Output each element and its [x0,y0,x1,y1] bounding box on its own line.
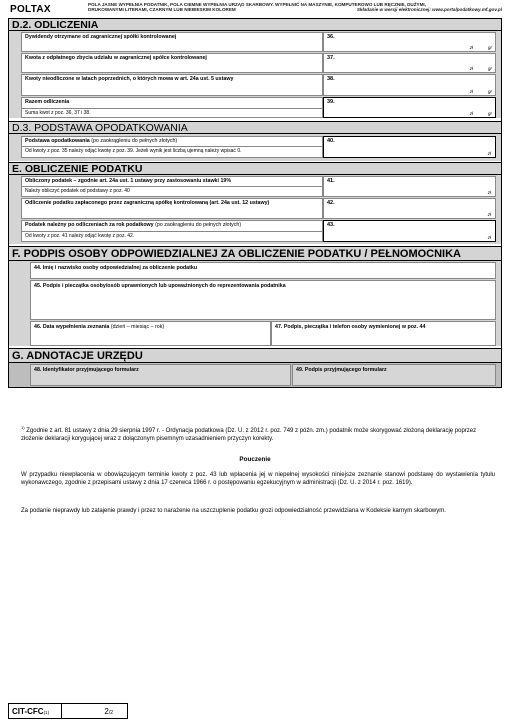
field-pos-46[interactable] [30,321,271,346]
zloty-unit: zł [487,190,491,195]
pouczenie-paragraph-2: Za podanie nieprawdy lub zatajenie prawdy i przez to narażenie na uszczuplenie podatku grozi odpowiedzialność przewidziana w Kodeksie karnym skarbowym. [21,508,446,514]
label-pos-36: Dywidendy otrzymane od zagranicznej spółki kontrolowanej [21,32,323,52]
zloty-unit: zł [487,151,491,156]
label-pos-40-bold: Podstawa opodatkowania [25,138,90,144]
field-pos-39[interactable] [323,97,496,118]
footnote-text: Zgodnie z art. 81 ustawy z dnia 29 sierpnia 1997 r. - Ordynacja podatkowa (Dz. U. z 2012 r. poz. 749 z późn. zm.) podatnik może skorygować złożoną deklarację poprzez złożenie deklaracji korygującej wraz z dołączonym pisemnym uzasadnieniem przyczyn korekty. [21,428,477,442]
zloty-unit: zł [469,89,473,94]
field-pos-42[interactable] [323,198,496,219]
note-pos-40: Od kwoty z poz. 35 należy odjąć kwotę z poz. 39. Jeżeli wynik jest liczbą ujemną należy wpisać 0. [21,147,323,158]
label-pos-48: 48. Identyfikator przyjmującego formularz [34,367,139,373]
field-number: 40. [327,138,335,144]
section-g-title: G. ADNOTACJE URZĘDU [9,348,501,363]
zloty-unit: zł [469,66,473,71]
field-pos-38[interactable] [323,74,496,96]
grosz-unit: gr [487,111,492,116]
pouczenie-title: Pouczenie [239,456,271,463]
field-number: 39. [327,99,335,105]
zloty-unit: zł [469,45,473,50]
label-pos-45: 45. Podpis i pieczątka osoby/osób uprawnionych lub upoważnionych do reprezentowania podatnika [34,283,286,289]
electronic-version-note: Składanie w wersji elektronicznej: www.portalpodatkowy.mf.gov.pl [356,7,502,13]
label-pos-46-rest: (dzień – miesiąc – rok) [109,324,165,330]
note-pos-43: Od kwoty z poz. 41 należy odjąć kwotę z poz. 42. [21,232,323,242]
grosz-unit: gr [487,45,492,50]
grosz-unit: gr [487,66,492,71]
label-pos-43-rest: (po zaokrągleniu do pełnych złotych) [153,222,242,228]
brand-label: POLTAX [10,4,51,15]
section-e-title: E. OBLICZENIE PODATKU [9,162,501,175]
instruction-line-2: DRUKOWANYMI LITERAMI, CZARNYM LUB NIEBIESKIM KOLOREM [88,7,236,13]
footnote [21,424,495,443]
page-total: /2 [108,710,113,716]
field-number: 43. [327,222,335,228]
zloty-unit: zł [469,111,473,116]
pouczenie-paragraph-1: W przypadku niewpłacenia w obowiązującym terminie kwoty z poz. 43 lub wpłacenia jej w niepełnej wysokości niniejsze zeznanie stanowi podstawę do wystawienia tytułu wykonawczego, zgodnie z przepisami ustawy z dnia 17 czerwca 1966 r. o postępowaniu egzekucyjnym w administracji (Dz. U. z 2014 r. poz. 1619). [21,472,495,487]
label-pos-39: Razem odliczenia [21,97,323,109]
label-pos-40-rest: (po zaokrągleniu do pełnych złotych) [89,138,178,144]
grosz-unit: gr [487,89,492,94]
field-pos-48 [30,364,291,386]
page-current: 2 [104,707,109,716]
label-pos-46-bold: 46. Data wypełnienia zeznania [34,324,110,330]
instruction-note [88,2,502,13]
field-pos-49 [292,364,496,386]
label-pos-37: Kwota z odpłatnego zbycia udziału w zagranicznej spółce kontrolowanej [21,53,323,73]
form-code-text: CIT-CFC [12,707,44,716]
field-pos-37[interactable] [323,53,496,73]
page-number [62,703,128,719]
section-f-title: F. PODPIS OSOBY ODPOWIEDZIALNEJ ZA OBLICZENIE PODATKU / PEŁNOMOCNIKA [9,246,501,261]
field-pos-41[interactable] [323,176,496,197]
field-number: 38. [327,76,335,82]
form-version: (1) [43,710,50,715]
label-pos-49: 49. Podpis przyjmującego formularz [296,367,387,373]
note-pos-41: Należy obliczyć podatek od podstawy z poz. 40 [21,187,323,197]
field-number: 42. [327,200,335,206]
label-pos-40 [21,136,323,147]
field-pos-36[interactable] [323,32,496,52]
zloty-unit: zł [487,235,491,240]
field-pos-40[interactable] [323,136,496,158]
field-number: 36. [327,34,335,40]
label-pos-38: Kwoty nieodliczone w latach poprzednich, o których mowa w art. 24a ust. 5 ustawy [21,74,323,96]
field-number: 37. [327,55,335,61]
field-pos-47[interactable] [271,321,496,346]
instruction-line-1: POLA JASNE WYPEŁNIA PODATNIK, POLA CIEMNE WYPEŁNIA URZĄD SKARBOWY. WYPEŁNIĆ NA MASZYNIE, KOMPUTEROWO LUB RĘCZNIE, DUŻYMI, [88,2,426,7]
field-number: 41. [327,178,335,184]
field-pos-43[interactable] [323,220,496,242]
field-pos-45[interactable] [30,280,496,320]
label-pos-47: 47. Podpis, pieczątka i telefon osoby wymienionej w poz. 44 [275,324,426,330]
form-code [8,703,62,719]
label-pos-41: Obliczony podatek – zgodnie art. 24a ust. 1 ustawy przy zastosowaniu stawki 19% [21,176,323,187]
field-pos-44[interactable] [30,262,496,279]
section-d3-title: D.3. PODSTAWA OPODATKOWANIA [9,121,501,134]
label-pos-42: Odliczenie podatku zapłaconego przez zagraniczną spółkę kontrolowaną (art. 24a ust. 12 ustawy) [21,198,323,219]
zloty-unit: zł [487,212,491,217]
label-pos-43-bold: Podatek należny po odliczeniach za rok podatkowy [25,222,154,228]
label-pos-44: 44. Imię i nazwisko osoby odpowiedzialnej za obliczenie podatku [34,265,198,271]
note-pos-39: Suma kwot z poz. 36, 37 i 38. [21,109,323,118]
label-pos-43 [21,220,323,232]
section-d2-title: D.2. ODLICZENIA [9,18,501,31]
footnote-mark: 1) [21,425,25,430]
